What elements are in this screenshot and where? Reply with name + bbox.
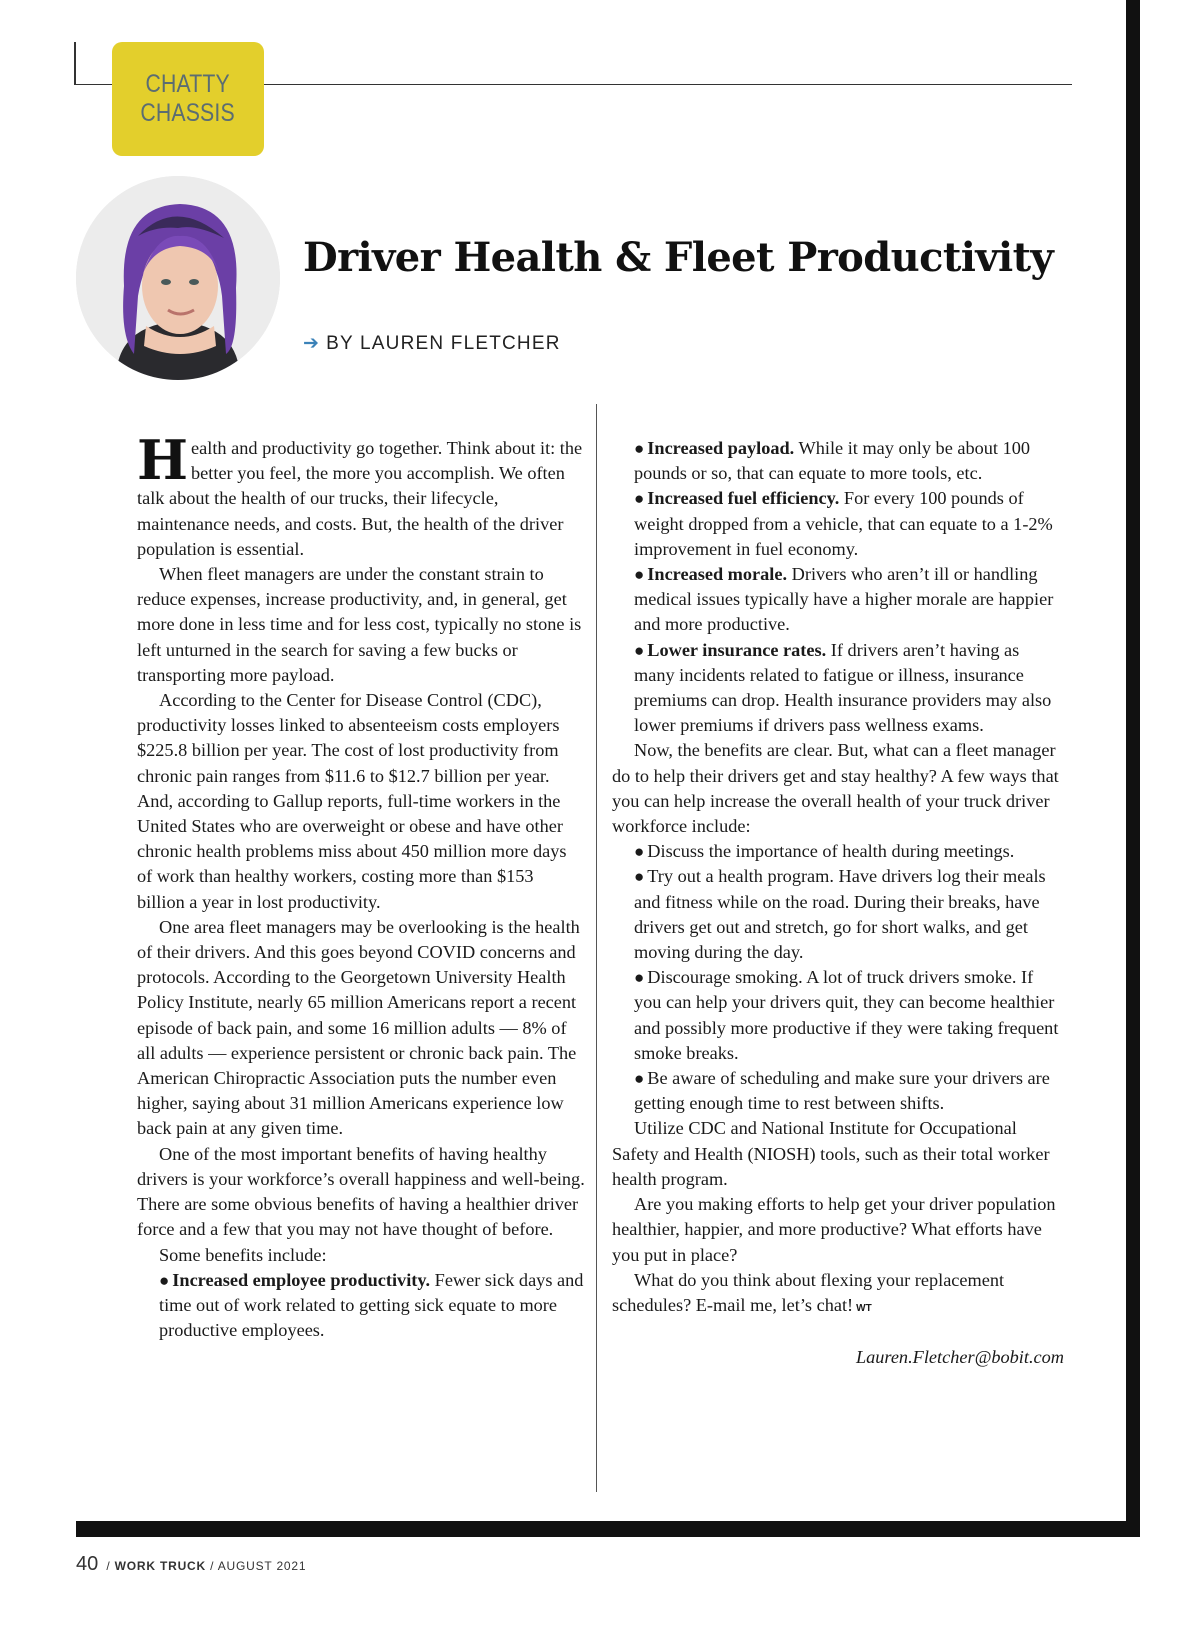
column-divider	[596, 404, 597, 1492]
bullet-icon: ●	[634, 867, 645, 887]
bullet-icon: ●	[634, 565, 645, 585]
paragraph: What do you think about flexing your replacement schedules? E-mail me, let’s chat! WT	[612, 1269, 1005, 1315]
bullet-item: ● Discuss the importance of health during meetings.	[634, 841, 1015, 862]
paragraph: According to the Center for Disease Control (CDC), productivity losses linked to absenteeism costs employers $225.8 billion per year. The cost of lost productivity from chronic pain ranges from $11.6 to $12.7 billion per year. And, according to Gallup reports, full-time workers in the United States who are overweight or obese and have other chronic health problems miss about 450 million more days of work than healthy workers, costing more than $153 billion a year in lost productivity.	[137, 690, 567, 912]
byline	[303, 332, 561, 355]
paragraph: Utilize CDC and National Institute for Occupational Safety and Health (NIOSH) tools, such as their total worker health program.	[612, 1118, 1050, 1189]
bullet-icon: ●	[634, 489, 645, 509]
paragraph: When fleet managers are under the constant strain to reduce expenses, increase productivity, and, in general, get more done in less time and for less cost, typically no stone is left unturned in the search for saving a few bucks or transporting more payload.	[137, 564, 582, 685]
page-number: 40	[76, 1553, 99, 1575]
header-rule-vertical	[74, 42, 76, 84]
section-tag-line1: CHATTY	[145, 70, 231, 98]
bullet-item: ● Increased employee productivity. Fewer sick days and time out of work related to getting sick equate to more productive employees.	[159, 1269, 584, 1341]
bullet-icon: ●	[159, 1270, 170, 1290]
bullet-item: ● Increased fuel efficiency. For every 100 pounds of weight dropped from a vehicle, that can equate to a 1-2% improvement in fuel economy.	[634, 488, 1053, 559]
section-tag	[112, 42, 264, 156]
author-portrait-image	[76, 176, 280, 380]
bullet-icon: ●	[634, 640, 645, 660]
issue-date: AUGUST 2021	[217, 1559, 307, 1573]
paragraph: One area fleet managers may be overlooking is the health of their drivers. And this goes beyond COVID concerns and protocols. According to the Georgetown University Health Policy Institute, nearly 65 million Americans report a recent episode of back pain, and some 16 million adults — 8% of all adults — experience persistent or chronic back pain. The American Chiropractic Association puts the number even higher, saying about 31 million Americans experience low back pain at any given time.	[137, 916, 580, 1139]
author-photo	[76, 176, 280, 380]
page-footer: 40 / WORK TRUCK / AUGUST 2021	[76, 1553, 307, 1575]
section-tag-line2: CHASSIS	[140, 99, 236, 127]
article-headline: Driver Health & Fleet Productivity	[303, 234, 1054, 281]
bullet-item: ● Increased morale. Drivers who aren’t ill or handling medical issues typically have a higher morale are happier and more productive.	[634, 564, 1054, 635]
byline-text: BY LAUREN FLETCHER	[326, 333, 561, 354]
bullet-item: ● Lower insurance rates. If drivers aren’t having as many incidents related to fatigue or illness, insurance premiums can drop. Health insurance providers may also lower premiums if drivers pass wellness exams.	[634, 639, 1052, 736]
arrow-right-icon: ➔	[303, 333, 321, 354]
publication-name: WORK TRUCK	[114, 1559, 206, 1573]
paragraph: Some benefits include:	[159, 1244, 327, 1265]
paragraph: Health and productivity go together. Think about it: the better you feel, the more you accomplish. We often talk about the health of our trucks, their lifecycle, maintenance needs, and costs. But, the health of the driver population is essential.	[137, 428, 583, 559]
end-mark: WT	[856, 1302, 872, 1314]
bullet-icon: ●	[634, 439, 645, 458]
article-column-left	[137, 428, 585, 1343]
bullet-item: ● Discourage smoking. A lot of truck drivers smoke. If you can help your drivers quit, they can become healthier and possibly more productive if they were taking frequent smoke breaks.	[634, 967, 1059, 1063]
bullet-item: ● Be aware of scheduling and make sure your drivers are getting enough time to rest between shifts.	[634, 1068, 1050, 1114]
article-column-right	[612, 436, 1064, 1370]
bullet-icon: ●	[634, 842, 645, 862]
bullet-item: ● Try out a health program. Have drivers log their meals and fitness while on the road. During their breaks, have drivers get out and stretch, go for short walks, and get moving during the day.	[634, 866, 1046, 963]
author-email-link[interactable]: Lauren.Fletcher@bobit.com	[855, 1347, 1064, 1368]
paragraph: One of the most important benefits of having healthy drivers is your workforce’s overall happiness and well-being. There are some obvious benefits of having a healthier driver force and a few that you may not have thought of before.	[137, 1143, 585, 1240]
paragraph: Are you making efforts to help get your driver population healthier, happier, and more productive? What efforts have you put in place?	[612, 1194, 1056, 1265]
bullet-icon: ●	[634, 1069, 645, 1089]
bullet-icon: ●	[634, 968, 645, 988]
bullet-item: ● Increased payload. While it may only be about 100 pounds or so, that can equate to more tools, etc.	[634, 438, 1030, 484]
page-border-bottom	[76, 1521, 1140, 1537]
page-border-right	[1126, 0, 1140, 1535]
paragraph: Now, the benefits are clear. But, what can a fleet manager do to help their drivers get and stay healthy? A few ways that you can help increase the overall health of your truck driver workforce include:	[612, 740, 1059, 837]
drop-cap: H	[137, 428, 189, 492]
